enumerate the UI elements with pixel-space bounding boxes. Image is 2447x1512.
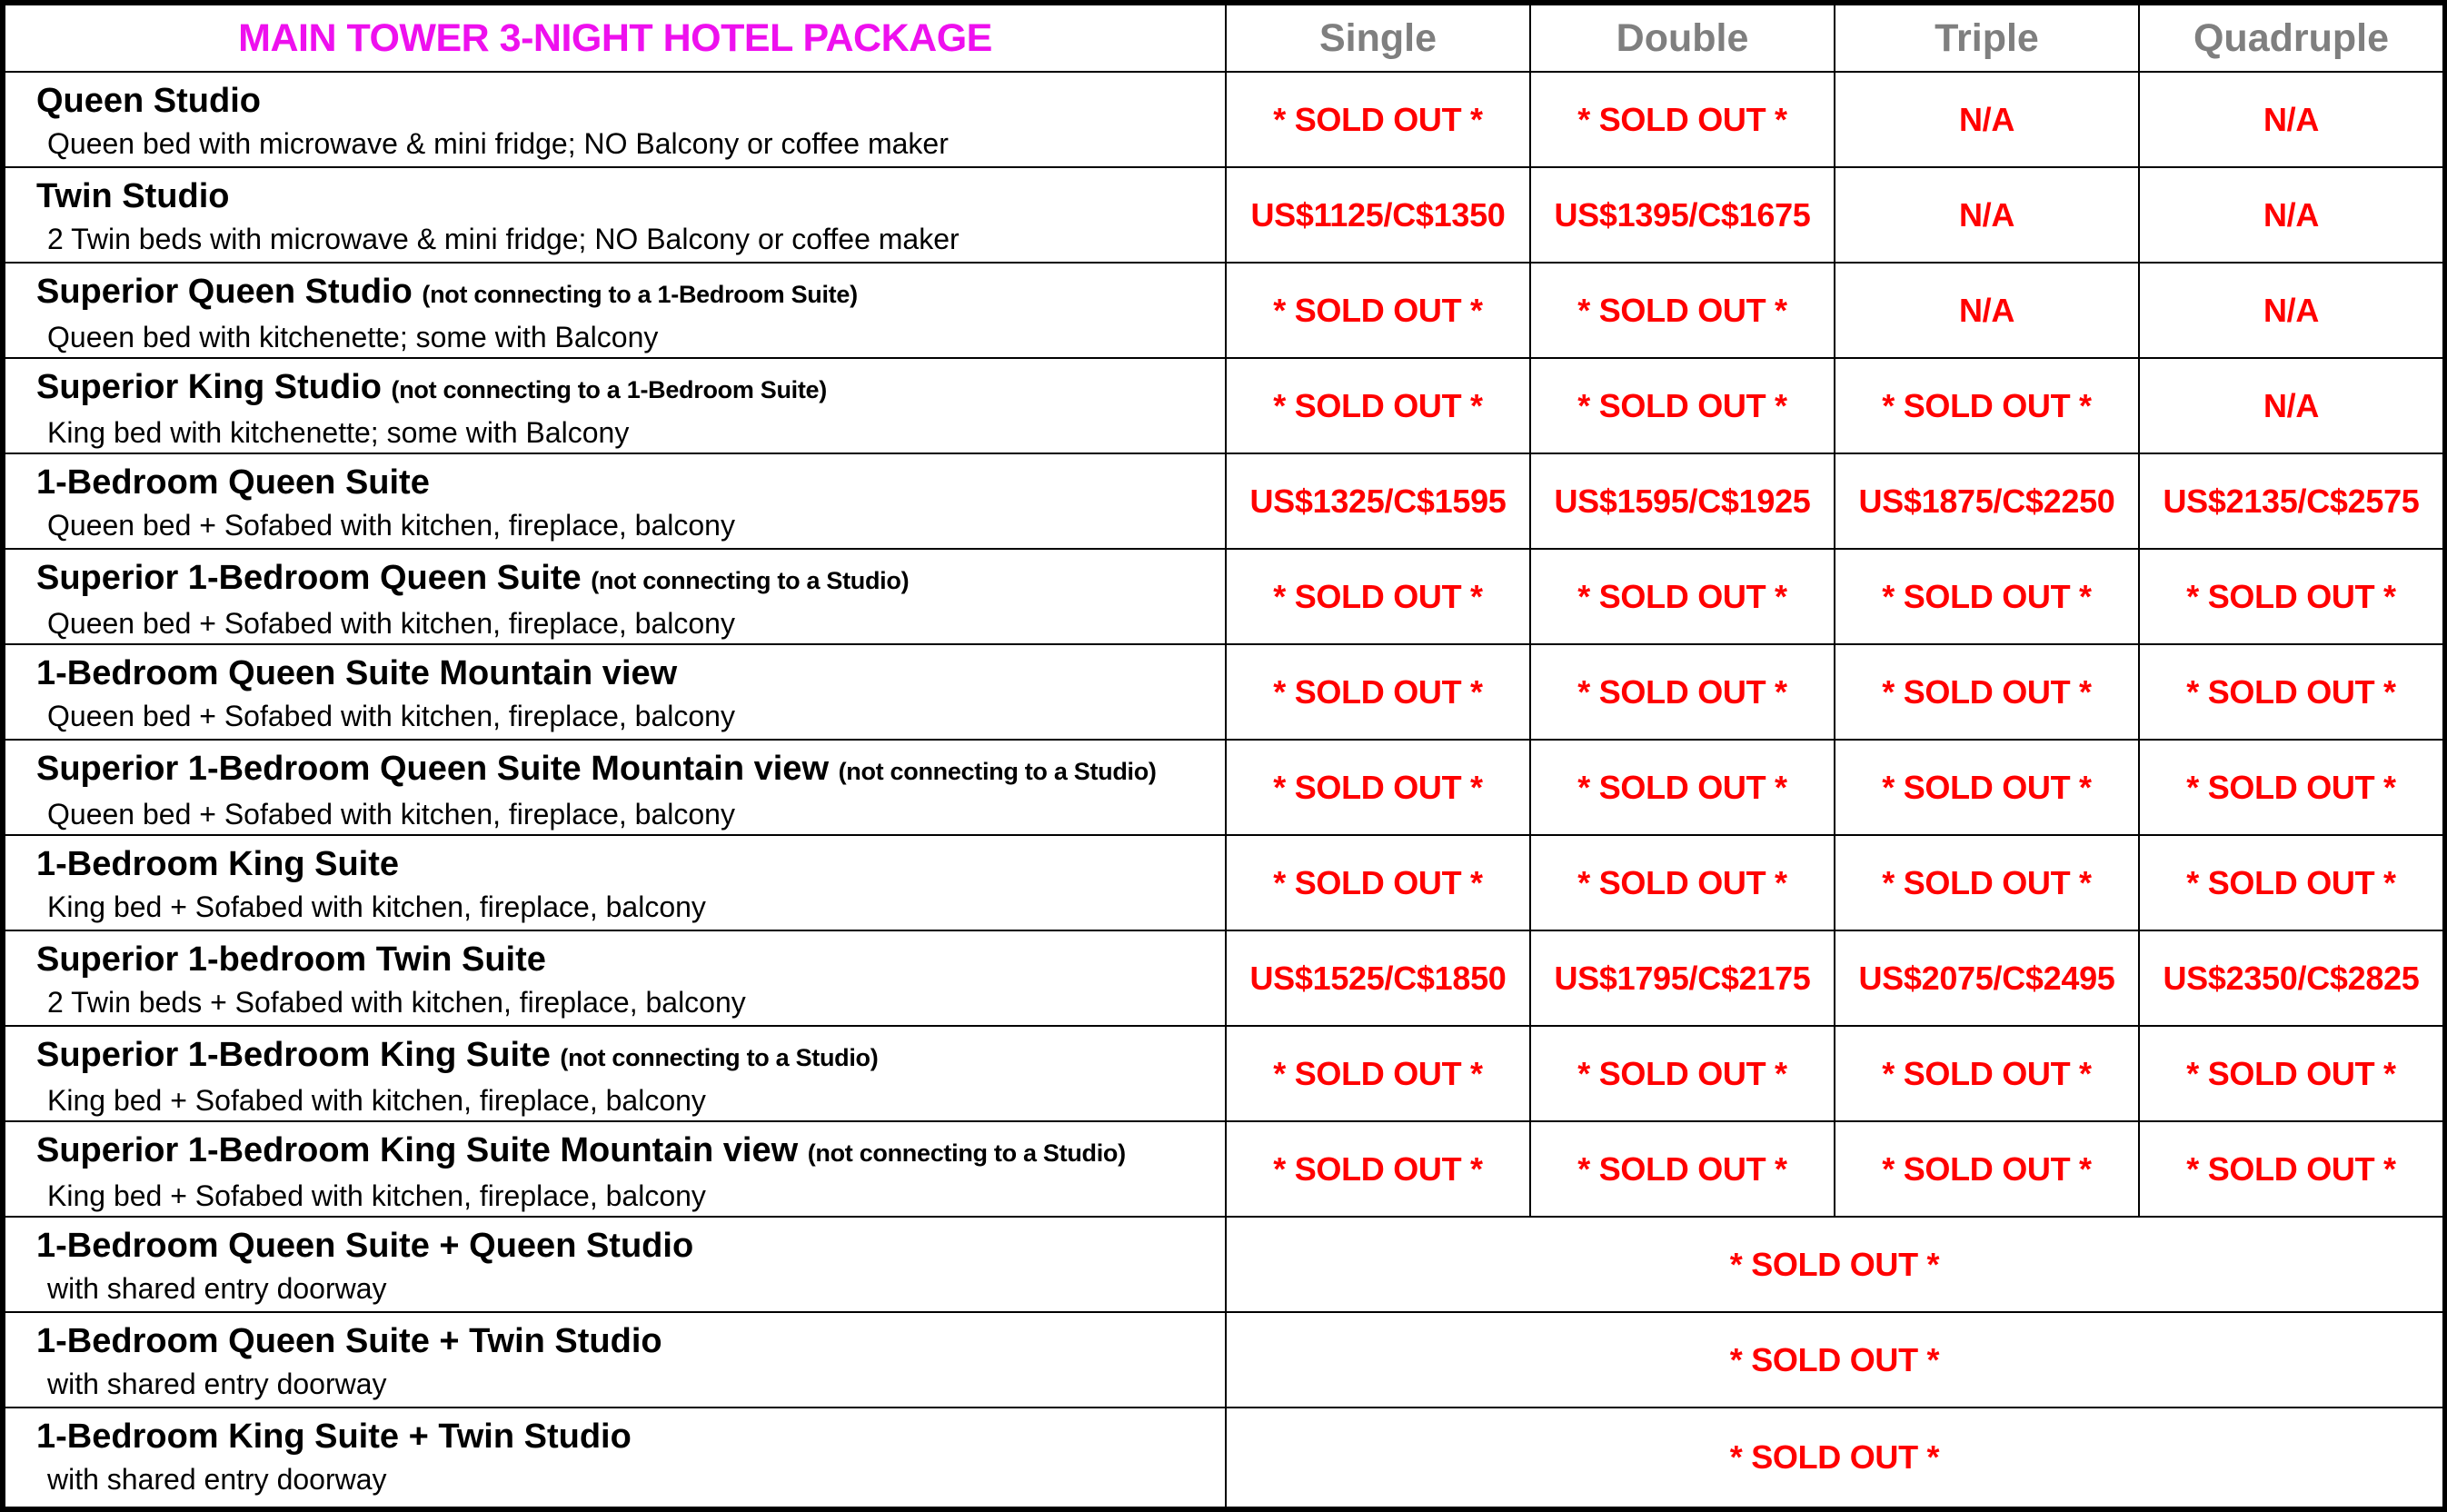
room-description: with shared entry doorway: [47, 1368, 387, 1400]
room-name-line: [36, 1416, 1225, 1457]
room-name: Superior 1-Bedroom Queen Suite: [36, 559, 582, 597]
table-row: [5, 167, 2443, 263]
table-row: [5, 453, 2443, 549]
column-header-quadruple: Quadruple: [2139, 5, 2443, 72]
price-single: * SOLD OUT *: [1226, 644, 1530, 740]
room-name: 1-Bedroom King Suite + Twin Studio: [36, 1418, 632, 1456]
column-header-triple: Triple: [1835, 5, 2139, 72]
room-description: Queen bed + Sofabed with kitchen, fireplace, balcony: [47, 509, 735, 542]
room-description: Queen bed + Sofabed with kitchen, fireplace, balcony: [47, 607, 735, 640]
price-double: * SOLD OUT *: [1530, 1121, 1835, 1217]
room-name-line: [36, 557, 1225, 602]
price-triple: * SOLD OUT *: [1835, 549, 2139, 644]
price-single: * SOLD OUT *: [1226, 358, 1530, 453]
room-cell: [5, 1217, 1226, 1312]
room-note: (not connecting to a 1-Bedroom Suite): [422, 281, 858, 308]
room-description: Queen bed + Sofabed with kitchen, fireplace, balcony: [47, 798, 735, 831]
room-note: (not connecting to a 1-Bedroom Suite): [391, 376, 827, 403]
table-row: [5, 1121, 2443, 1217]
table-title: MAIN TOWER 3-NIGHT HOTEL PACKAGE: [5, 5, 1226, 72]
price-quadruple: * SOLD OUT *: [2139, 835, 2443, 930]
room-name: 1-Bedroom Queen Suite Mountain view: [36, 654, 678, 692]
room-description: King bed + Sofabed with kitchen, fireplace, balcony: [47, 1179, 706, 1212]
price-single: * SOLD OUT *: [1226, 740, 1530, 835]
room-name-line: [36, 1225, 1225, 1267]
price-quadruple: * SOLD OUT *: [2139, 1026, 2443, 1121]
room-name: 1-Bedroom Queen Suite: [36, 463, 430, 502]
price-quadruple: * SOLD OUT *: [2139, 644, 2443, 740]
table-row: [5, 835, 2443, 930]
price-single: * SOLD OUT *: [1226, 835, 1530, 930]
price-double: * SOLD OUT *: [1530, 72, 1835, 167]
price-triple: * SOLD OUT *: [1835, 358, 2139, 453]
room-description: King bed + Sofabed with kitchen, fireplace, balcony: [47, 1084, 706, 1117]
room-name-line: [36, 1320, 1225, 1362]
room-name: Superior Queen Studio: [36, 273, 413, 311]
price-triple: N/A: [1835, 167, 2139, 263]
table-row: [5, 72, 2443, 167]
price-quadruple: N/A: [2139, 72, 2443, 167]
room-name: Superior 1-Bedroom Queen Suite Mountain view: [36, 750, 829, 788]
column-header-single: Single: [1226, 5, 1530, 72]
room-name-line: [36, 843, 1225, 885]
room-name-line: [36, 1034, 1225, 1079]
room-description: 2 Twin beds + Sofabed with kitchen, fireplace, balcony: [47, 986, 746, 1019]
room-description: King bed + Sofabed with kitchen, fireplace, balcony: [47, 890, 706, 923]
room-table-body: [5, 72, 2443, 1507]
room-cell: [5, 644, 1226, 740]
room-name: Superior 1-bedroom Twin Suite: [36, 940, 546, 979]
price-triple: * SOLD OUT *: [1835, 740, 2139, 835]
price-single: US$1325/C$1595: [1226, 453, 1530, 549]
price-single: * SOLD OUT *: [1226, 72, 1530, 167]
price-triple: * SOLD OUT *: [1835, 644, 2139, 740]
room-name: Superior King Studio: [36, 368, 382, 406]
price-double: * SOLD OUT *: [1530, 644, 1835, 740]
room-description: King bed with kitchenette; some with Balcony: [47, 416, 630, 449]
room-description: Queen bed with kitchenette; some with Balcony: [47, 321, 659, 353]
price-triple: * SOLD OUT *: [1835, 1121, 2139, 1217]
table-row: [5, 1408, 2443, 1507]
room-name: 1-Bedroom Queen Suite + Queen Studio: [36, 1227, 694, 1265]
price-quadruple: * SOLD OUT *: [2139, 549, 2443, 644]
table-row: [5, 644, 2443, 740]
table-row: [5, 549, 2443, 644]
room-note: (not connecting to a Studio): [560, 1044, 879, 1071]
room-note: (not connecting to a Studio): [807, 1139, 1126, 1167]
room-name-line: [36, 1129, 1225, 1174]
price-single: * SOLD OUT *: [1226, 1026, 1530, 1121]
room-name: 1-Bedroom King Suite: [36, 845, 400, 883]
price-triple: N/A: [1835, 72, 2139, 167]
room-cell: [5, 930, 1226, 1026]
price-merged: * SOLD OUT *: [1226, 1312, 2443, 1408]
room-name: Queen Studio: [36, 82, 261, 120]
price-triple: * SOLD OUT *: [1835, 1026, 2139, 1121]
price-double: * SOLD OUT *: [1530, 263, 1835, 358]
price-quadruple: N/A: [2139, 263, 2443, 358]
price-quadruple: N/A: [2139, 358, 2443, 453]
room-description: Queen bed + Sofabed with kitchen, fireplace, balcony: [47, 700, 735, 732]
price-quadruple: US$2350/C$2825: [2139, 930, 2443, 1026]
price-quadruple: * SOLD OUT *: [2139, 1121, 2443, 1217]
room-cell: [5, 740, 1226, 835]
room-name-line: [36, 748, 1225, 792]
price-double: US$1395/C$1675: [1530, 167, 1835, 263]
price-triple: N/A: [1835, 263, 2139, 358]
room-cell: [5, 1026, 1226, 1121]
price-double: * SOLD OUT *: [1530, 358, 1835, 453]
column-header-double: Double: [1530, 5, 1835, 72]
price-quadruple: N/A: [2139, 167, 2443, 263]
price-single: US$1125/C$1350: [1226, 167, 1530, 263]
price-triple: * SOLD OUT *: [1835, 835, 2139, 930]
table-row: [5, 930, 2443, 1026]
table-row: [5, 740, 2443, 835]
room-cell: [5, 835, 1226, 930]
room-cell: [5, 549, 1226, 644]
room-name: Superior 1-Bedroom King Suite Mountain view: [36, 1131, 799, 1169]
room-description: Queen bed with microwave & mini fridge; NO Balcony or coffee maker: [47, 127, 949, 160]
room-cell: [5, 453, 1226, 549]
room-name: 1-Bedroom Queen Suite + Twin Studio: [36, 1322, 662, 1360]
room-cell: [5, 72, 1226, 167]
price-single: * SOLD OUT *: [1226, 549, 1530, 644]
price-triple: US$1875/C$2250: [1835, 453, 2139, 549]
table-row: [5, 1217, 2443, 1312]
room-cell: [5, 167, 1226, 263]
room-name-line: [36, 80, 1225, 122]
price-double: * SOLD OUT *: [1530, 740, 1835, 835]
price-quadruple: US$2135/C$2575: [2139, 453, 2443, 549]
room-description: 2 Twin beds with microwave & mini fridge; NO Balcony or coffee maker: [47, 223, 960, 255]
price-double: US$1795/C$2175: [1530, 930, 1835, 1026]
room-name-line: [36, 366, 1225, 411]
room-name-line: [36, 462, 1225, 503]
room-cell: [5, 1312, 1226, 1408]
table-row: [5, 263, 2443, 358]
price-double: * SOLD OUT *: [1530, 549, 1835, 644]
price-single: * SOLD OUT *: [1226, 1121, 1530, 1217]
header-row: [5, 5, 2443, 72]
price-double: US$1595/C$1925: [1530, 453, 1835, 549]
price-single: US$1525/C$1850: [1226, 930, 1530, 1026]
table-row: [5, 1026, 2443, 1121]
table-row: [5, 358, 2443, 453]
room-name: Superior 1-Bedroom King Suite: [36, 1036, 551, 1074]
room-cell: [5, 1408, 1226, 1507]
table-row: [5, 1312, 2443, 1408]
room-cell: [5, 263, 1226, 358]
room-name-line: [36, 271, 1225, 315]
price-merged: * SOLD OUT *: [1226, 1408, 2443, 1507]
room-cell: [5, 358, 1226, 453]
room-cell: [5, 1121, 1226, 1217]
price-triple: US$2075/C$2495: [1835, 930, 2139, 1026]
room-name-line: [36, 652, 1225, 694]
room-description: with shared entry doorway: [47, 1272, 387, 1305]
price-double: * SOLD OUT *: [1530, 835, 1835, 930]
room-name-line: [36, 175, 1225, 217]
room-name: Twin Studio: [36, 177, 230, 215]
price-merged: * SOLD OUT *: [1226, 1217, 2443, 1312]
price-quadruple: * SOLD OUT *: [2139, 740, 2443, 835]
room-note: (not connecting to a Studio): [838, 758, 1157, 785]
hotel-package-table: [4, 4, 2444, 1508]
price-double: * SOLD OUT *: [1530, 1026, 1835, 1121]
room-description: with shared entry doorway: [47, 1463, 387, 1496]
price-single: * SOLD OUT *: [1226, 263, 1530, 358]
room-name-line: [36, 939, 1225, 980]
room-note: (not connecting to a Studio): [591, 567, 910, 594]
